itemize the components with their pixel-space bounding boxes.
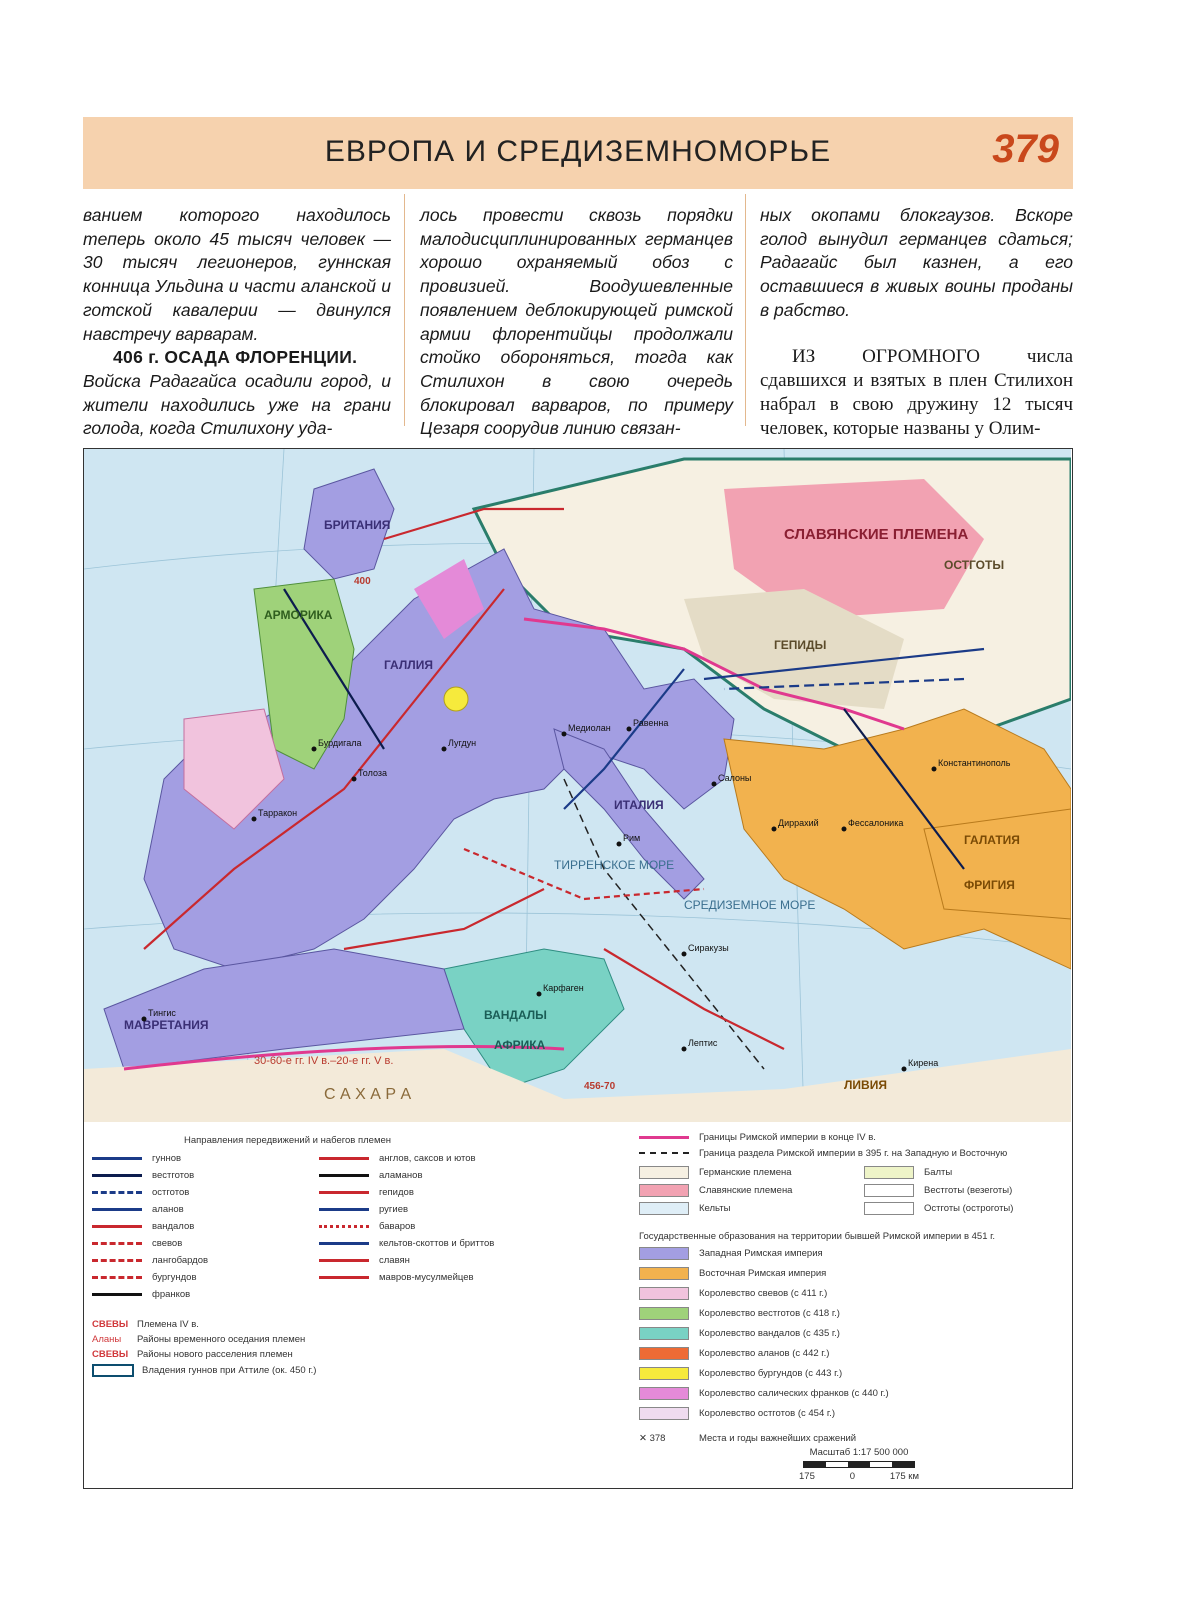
legend-item xyxy=(92,1270,197,1284)
section-subheading: 406 г. ОСАДА ФЛОРЕНЦИИ. xyxy=(83,346,391,370)
scale-tick: 0 xyxy=(850,1471,855,1482)
legend-item xyxy=(92,1168,194,1182)
city-marker xyxy=(312,747,317,752)
legend-item xyxy=(864,1183,1012,1197)
scale-bar xyxy=(799,1447,919,1482)
city-label: Диррахий xyxy=(778,818,819,828)
paragraph: Войска Радагайса осадили город, и жители находились уже на грани голода, когда Стилихону уда- xyxy=(83,370,391,441)
city-label: Сиракузы xyxy=(688,943,729,953)
legend-label: славян xyxy=(379,1255,410,1266)
legend-right xyxy=(639,1129,1069,1444)
states-heading: Государственные образования на территории бывшей Римской империи в 451 г. xyxy=(639,1231,1069,1242)
text-column-1 xyxy=(83,204,391,441)
map-label: МАВРЕТАНИЯ xyxy=(124,1018,209,1032)
partition-swatch xyxy=(639,1152,689,1154)
city-marker xyxy=(617,842,622,847)
page-number: 379 xyxy=(992,127,1059,172)
city-label: Рим xyxy=(623,833,640,843)
legend-label: лангобардов xyxy=(152,1255,208,1266)
legend-arrow xyxy=(92,1276,142,1279)
legend-arrow xyxy=(319,1259,369,1262)
legend-item xyxy=(864,1165,952,1179)
legend-key: СВЕВЫ xyxy=(92,1319,137,1330)
city-marker xyxy=(772,827,777,832)
city-label: Тарракон xyxy=(258,808,297,818)
legend-swatch xyxy=(864,1202,914,1215)
legend-item xyxy=(639,1406,835,1420)
legend-label: Вестготы (везеготы) xyxy=(924,1185,1012,1196)
legend-item xyxy=(92,1219,194,1233)
legend-item xyxy=(639,1165,792,1179)
legend-label: Германские племена xyxy=(699,1167,792,1178)
legend-label: Граница раздела Римской империи в 395 г. на Западную и Восточную xyxy=(699,1148,1007,1159)
map-legend xyxy=(84,1129,1071,1487)
city-marker xyxy=(902,1067,907,1072)
legend-label: англов, саксов и ютов xyxy=(379,1153,476,1164)
scale-graphic xyxy=(803,1461,915,1468)
legend-label: ругиев xyxy=(379,1204,408,1215)
map-label: ГАЛАТИЯ xyxy=(964,833,1020,847)
city-marker xyxy=(142,1017,147,1022)
map-label: АРМОРИКА xyxy=(264,608,333,622)
paragraph: ных окопами блокгаузов. Вскоре голод вынудил германцев сдаться; Радагайс был казнен, а его оставшиеся в живых воины проданы в рабство. xyxy=(760,204,1073,323)
legend-swatch xyxy=(639,1287,689,1300)
city-marker xyxy=(252,817,257,822)
map-label: ТИРРЕНСКОЕ МОРЕ xyxy=(554,858,674,872)
battle-mark: ✕ 378 xyxy=(639,1433,689,1444)
legend-label: Районы временного оседания племен xyxy=(137,1334,305,1345)
legend-item xyxy=(92,1236,182,1250)
legend-label: Племена IV в. xyxy=(137,1319,199,1330)
map-label: СЛАВЯНСКИЕ ПЛЕМЕНА xyxy=(784,526,968,543)
legend-label: аламанов xyxy=(379,1170,423,1181)
text-column-3 xyxy=(760,204,1073,441)
legend-swatch xyxy=(639,1367,689,1380)
paragraph: ИЗ ОГРОМНОГО числа сдавшихся и взятых в плен Стилихон набрал в свою дружину 12 тысяч человек, которые названы у Олим- xyxy=(760,345,1073,441)
map-label: АФРИКА xyxy=(494,1038,546,1052)
map-label: ВАНДАЛЫ xyxy=(484,1008,547,1022)
legend-arrow xyxy=(92,1225,142,1228)
hun-domain-swatch xyxy=(92,1364,134,1377)
burgundian-kingdom xyxy=(444,687,468,711)
legend-arrow xyxy=(92,1191,142,1194)
text-column-2 xyxy=(420,204,733,441)
map-label: БРИТАНИЯ xyxy=(324,518,390,532)
legend-label: бургундов xyxy=(152,1272,197,1283)
legend-arrow xyxy=(319,1276,369,1279)
legend-label: Балты xyxy=(924,1167,952,1178)
legend-swatch xyxy=(639,1347,689,1360)
city-label: Фессалоника xyxy=(848,818,903,828)
legend-item xyxy=(319,1270,474,1284)
legend-item xyxy=(639,1306,840,1320)
map-label: 456-70 xyxy=(584,1081,616,1092)
legend-swatch xyxy=(639,1387,689,1400)
legend-label: баваров xyxy=(379,1221,415,1232)
legend-swatch xyxy=(639,1327,689,1340)
legend-item xyxy=(639,1366,842,1380)
city-marker xyxy=(712,782,717,787)
legend-swatch xyxy=(639,1166,689,1179)
city-label: Константинополь xyxy=(938,758,1011,768)
legend-label: Районы нового расселения племен xyxy=(137,1349,293,1360)
legend-key: СВЕВЫ xyxy=(92,1349,137,1360)
legend-item xyxy=(319,1151,476,1165)
paragraph: ванием которого находилось теперь около 45 тысяч человек — 30 тысяч легионеров, гуннская конница Ульдина и части аланской и готской кавалерии — двинулся навстречу варварам. xyxy=(83,204,391,346)
city-marker xyxy=(682,1047,687,1052)
legend-label: Королевство остготов (с 454 г.) xyxy=(699,1408,835,1419)
legend-arrow xyxy=(92,1157,142,1160)
city-marker xyxy=(842,827,847,832)
map-graphic xyxy=(84,449,1071,1122)
legend-swatch xyxy=(639,1267,689,1280)
legend-item xyxy=(639,1183,792,1197)
legend-arrow xyxy=(319,1225,369,1228)
legend-label: Королевство вандалов (с 435 г.) xyxy=(699,1328,840,1339)
legend-label: франков xyxy=(152,1289,190,1300)
legend-swatch xyxy=(639,1247,689,1260)
legend-item xyxy=(639,1386,889,1400)
page-header xyxy=(83,117,1073,189)
legend-label: Границы Римской империи в конце IV в. xyxy=(699,1132,876,1143)
paragraph: лось провести сквозь порядки малодисциплинированных германцев хорошо охраняемый обоз с провизией. Воодушевленные появлением деблокирующей римской армии флорентийцы продолжали стойко обороняться, тогда как Стилихон в свою очередь блокировал варваров, по примеру Цезаря соорудив линию связан- xyxy=(420,204,733,441)
legend-swatch xyxy=(639,1307,689,1320)
city-label: Лептис xyxy=(688,1038,718,1048)
legend-label: Остготы (остроготы) xyxy=(924,1203,1013,1214)
asia-minor xyxy=(924,809,1071,919)
chapter-title: ЕВРОПА И СРЕДИЗЕМНОМОРЬЕ xyxy=(83,135,1073,169)
city-marker xyxy=(932,767,937,772)
map-label: ИТАЛИЯ xyxy=(614,798,664,812)
legend-label: гуннов xyxy=(152,1153,181,1164)
legend-special xyxy=(92,1319,392,1377)
city-label: Равенна xyxy=(633,718,668,728)
legend-key: Аланы xyxy=(92,1334,137,1345)
legend-swatch xyxy=(639,1184,689,1197)
city-label: Бурдигала xyxy=(318,738,362,748)
legend-item xyxy=(639,1326,840,1340)
legend-item xyxy=(639,1346,829,1360)
legend-heading: Направления передвижений и набегов племен xyxy=(184,1135,391,1146)
legend-item xyxy=(639,1201,730,1215)
map-label: ГЕПИДЫ xyxy=(774,638,826,652)
legend-arrow xyxy=(319,1191,369,1194)
legend-label: Кельты xyxy=(699,1203,730,1214)
city-marker xyxy=(442,747,447,752)
map-label: СРЕДИЗЕМНОЕ МОРЕ xyxy=(684,898,815,912)
map-label: 400 xyxy=(354,576,371,587)
city-label: Медиолан xyxy=(568,723,611,733)
city-label: Тингис xyxy=(148,1008,176,1018)
map-label: ОСТГОТЫ xyxy=(944,558,1004,572)
legend-label: Королевство вестготов (с 418 г.) xyxy=(699,1308,840,1319)
legend-label: Королевство свевов (с 411 г.) xyxy=(699,1288,827,1299)
legend-label: Королевство салических франков (с 440 г.) xyxy=(699,1388,889,1399)
legend-label: кельтов-скоттов и бриттов xyxy=(379,1238,494,1249)
map-label: 30-60-е гг. IV в.–20-е гг. V в. xyxy=(254,1055,393,1067)
legend-arrow xyxy=(92,1208,142,1211)
city-label: Салоны xyxy=(718,773,751,783)
map-label: С А Х А Р А xyxy=(324,1086,411,1103)
legend-item xyxy=(319,1219,415,1233)
legend-item xyxy=(319,1236,494,1250)
legend-label: Места и годы важнейших сражений xyxy=(699,1433,856,1444)
legend-label: аланов xyxy=(152,1204,184,1215)
legend-label: Королевство бургундов (с 443 г.) xyxy=(699,1368,842,1379)
column-divider xyxy=(745,194,746,426)
legend-label: вестготов xyxy=(152,1170,194,1181)
city-label: Кирена xyxy=(908,1058,938,1068)
legend-arrow xyxy=(92,1174,142,1177)
legend-states xyxy=(639,1246,1069,1431)
legend-item xyxy=(319,1185,414,1199)
legend-arrow xyxy=(92,1293,142,1296)
legend-label: Западная Римская империя xyxy=(699,1248,823,1259)
legend-item xyxy=(92,1185,189,1199)
city-marker xyxy=(352,777,357,782)
legend-label: Владения гуннов при Аттиле (ок. 450 г.) xyxy=(142,1365,316,1376)
city-label: Карфаген xyxy=(543,983,584,993)
legend-arrow xyxy=(319,1208,369,1211)
legend-label: мавров-мусулмейцев xyxy=(379,1272,474,1283)
legend-item xyxy=(92,1151,181,1165)
scale-title: Масштаб 1:17 500 000 xyxy=(799,1447,919,1458)
city-marker xyxy=(562,732,567,737)
map-label: ФРИГИЯ xyxy=(964,878,1015,892)
scale-tick: 175 км xyxy=(890,1471,919,1482)
city-label: Толоза xyxy=(358,768,387,778)
city-marker xyxy=(682,952,687,957)
legend-arrow xyxy=(319,1174,369,1177)
scale-tick: 175 xyxy=(799,1471,815,1482)
legend-item xyxy=(319,1202,408,1216)
roman-border-swatch xyxy=(639,1136,689,1139)
legend-tribes xyxy=(639,1165,1069,1225)
legend-item xyxy=(92,1202,184,1216)
legend-label: свевов xyxy=(152,1238,182,1249)
historical-map-figure xyxy=(83,448,1073,1489)
city-marker xyxy=(537,992,542,997)
map-label: ГАЛЛИЯ xyxy=(384,658,433,672)
legend-label: вандалов xyxy=(152,1221,194,1232)
legend-arrow xyxy=(319,1157,369,1160)
legend-arrow xyxy=(319,1242,369,1245)
column-divider xyxy=(404,194,405,426)
legend-swatch xyxy=(639,1202,689,1215)
legend-swatch xyxy=(639,1407,689,1420)
legend-label: Восточная Римская империя xyxy=(699,1268,826,1279)
legend-item xyxy=(639,1286,827,1300)
legend-item xyxy=(639,1246,823,1260)
legend-item xyxy=(92,1253,208,1267)
legend-item xyxy=(319,1168,423,1182)
legend-swatch xyxy=(864,1166,914,1179)
legend-label: Королевство аланов (с 442 г.) xyxy=(699,1348,829,1359)
city-marker xyxy=(627,727,632,732)
legend-arrow xyxy=(92,1259,142,1262)
city-label: Лугдун xyxy=(448,738,476,748)
legend-label: остготов xyxy=(152,1187,189,1198)
legend-item xyxy=(319,1253,410,1267)
legend-item xyxy=(864,1201,1013,1215)
legend-item xyxy=(639,1266,826,1280)
legend-item xyxy=(92,1287,190,1301)
legend-label: гепидов xyxy=(379,1187,414,1198)
map-label: ЛИВИЯ xyxy=(844,1078,887,1092)
map xyxy=(84,449,1071,1122)
legend-label: Славянские племена xyxy=(699,1185,792,1196)
legend-swatch xyxy=(864,1184,914,1197)
legend-arrow xyxy=(92,1242,142,1245)
